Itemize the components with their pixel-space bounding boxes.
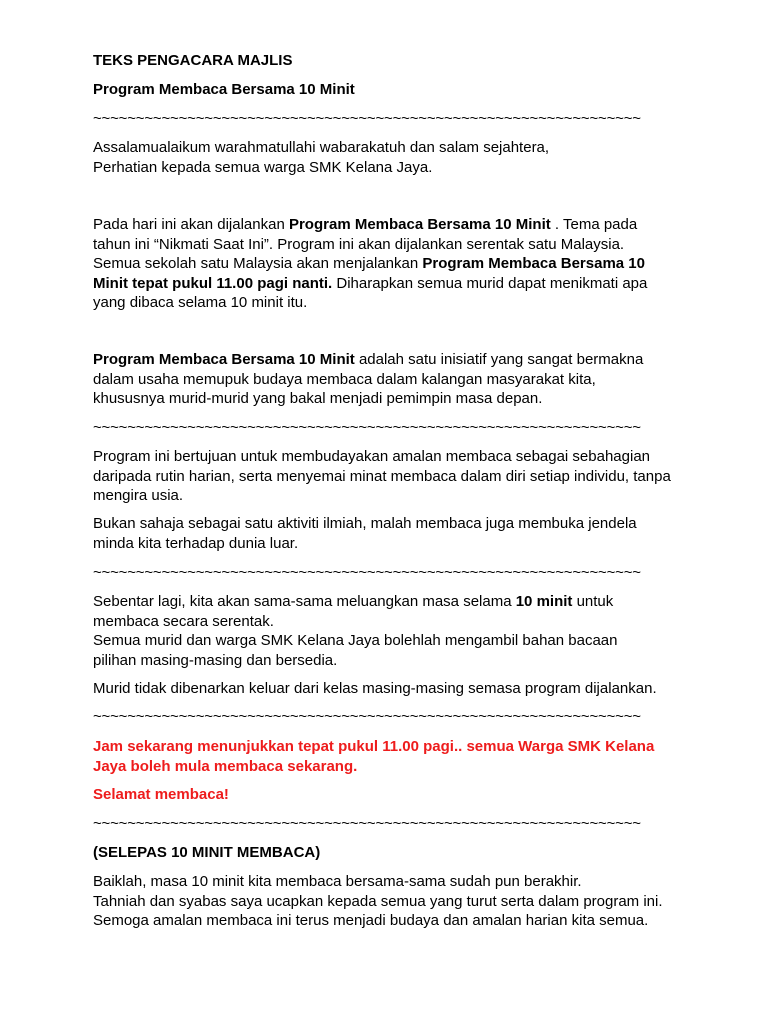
- announcement-red: Jam sekarang menunjukkan tepat pukul 11.00 pagi.. semua Warga SMK Kelana Jaya boleh mula membaca sekarang.: [93, 738, 655, 775]
- paragraph-initiative: Program Membaca Bersama 10 Minit adalah satu inisiatif yang sangat bermakna dalam usaha memupuk budaya membaca dalam kalangan masyarakat kita, khususnya murid-murid yang bakal menjadi pemimpin masa depan.: [93, 351, 644, 407]
- closing-line: Baiklah, masa 10 minit kita membaca bersama-sama sudah pun berakhir.: [93, 873, 582, 890]
- separator-line: ~~~~~~~~~~~~~~~~~~~~~~~~~~~~~~~~~~~~~~~~~~~~~~~~~~~~~~~~~~~~~~~~: [93, 419, 641, 436]
- paragraph-window: Bukan sahaja sebagai satu aktiviti ilmiah, malah membaca juga membuka jendela minda kita terhadap dunia luar.: [93, 515, 637, 552]
- paragraph-intro: Pada hari ini akan dijalankan Program Membaca Bersama 10 Minit . Tema pada tahun ini “Nikmati Saat Ini”. Program ini akan dijalankan serentak satu Malaysia. Semua sekolah satu Malaysia akan menjalankan Program Membaca Bersama 10 Minit tepat pukul 11.00 pagi nanti. Diharapkan semua murid dapat menikmati apa yang dibaca selama 10 minit itu.: [93, 216, 648, 311]
- paragraph-rule: Murid tidak dibenarkan keluar dari kelas masing-masing semasa program dijalankan.: [93, 680, 657, 697]
- paragraph-purpose: Program ini bertujuan untuk membudayakan amalan membaca sebagai sebahagian daripada rutin harian, serta menyemai minat membaca dalam diri setiap individu, tanpa mengira usia.: [93, 448, 671, 504]
- greeting-line: Assalamualaikum warahmatullahi wabarakatuh dan salam sejahtera,: [93, 139, 550, 156]
- closing-block: [93, 872, 693, 931]
- doc-title: TEKS PENGACARA MAJLIS: [93, 52, 293, 69]
- separator-line: ~~~~~~~~~~~~~~~~~~~~~~~~~~~~~~~~~~~~~~~~~~~~~~~~~~~~~~~~~~~~~~~~: [93, 110, 641, 127]
- doc-subtitle: Program Membaca Bersama 10 Minit: [93, 81, 355, 98]
- congrats-paragraph: Tahniah dan syabas saya ucapkan kepada semua yang turut serta dalam program ini. Semoga amalan membaca ini terus menjadi budaya dan amalan harian kita semua.: [93, 892, 663, 929]
- paragraph-reading-time: Sebentar lagi, kita akan sama-sama meluangkan masa selama 10 minit untuk membaca secara serentak. Semua murid dan warga SMK Kelana Jaya bolehlah mengambil bahan bacaan pilihan masing-masing dan bersedia.: [93, 592, 693, 670]
- selamat-membaca: Selamat membaca!: [93, 786, 229, 803]
- after-heading: (SELEPAS 10 MINIT MEMBACA): [93, 844, 321, 861]
- separator-line: ~~~~~~~~~~~~~~~~~~~~~~~~~~~~~~~~~~~~~~~~~~~~~~~~~~~~~~~~~~~~~~~~: [93, 564, 641, 581]
- separator-line: ~~~~~~~~~~~~~~~~~~~~~~~~~~~~~~~~~~~~~~~~~~~~~~~~~~~~~~~~~~~~~~~~: [93, 708, 641, 725]
- reading-materials-line: Semua murid dan warga SMK Kelana Jaya bolehlah mengambil bahan bacaan pilihan masing-masing dan bersedia.: [93, 632, 618, 669]
- greeting-block: [93, 138, 693, 177]
- separator-line: ~~~~~~~~~~~~~~~~~~~~~~~~~~~~~~~~~~~~~~~~~~~~~~~~~~~~~~~~~~~~~~~~: [93, 815, 641, 832]
- attention-line: Perhatian kepada semua warga SMK Kelana Jaya.: [93, 158, 433, 176]
